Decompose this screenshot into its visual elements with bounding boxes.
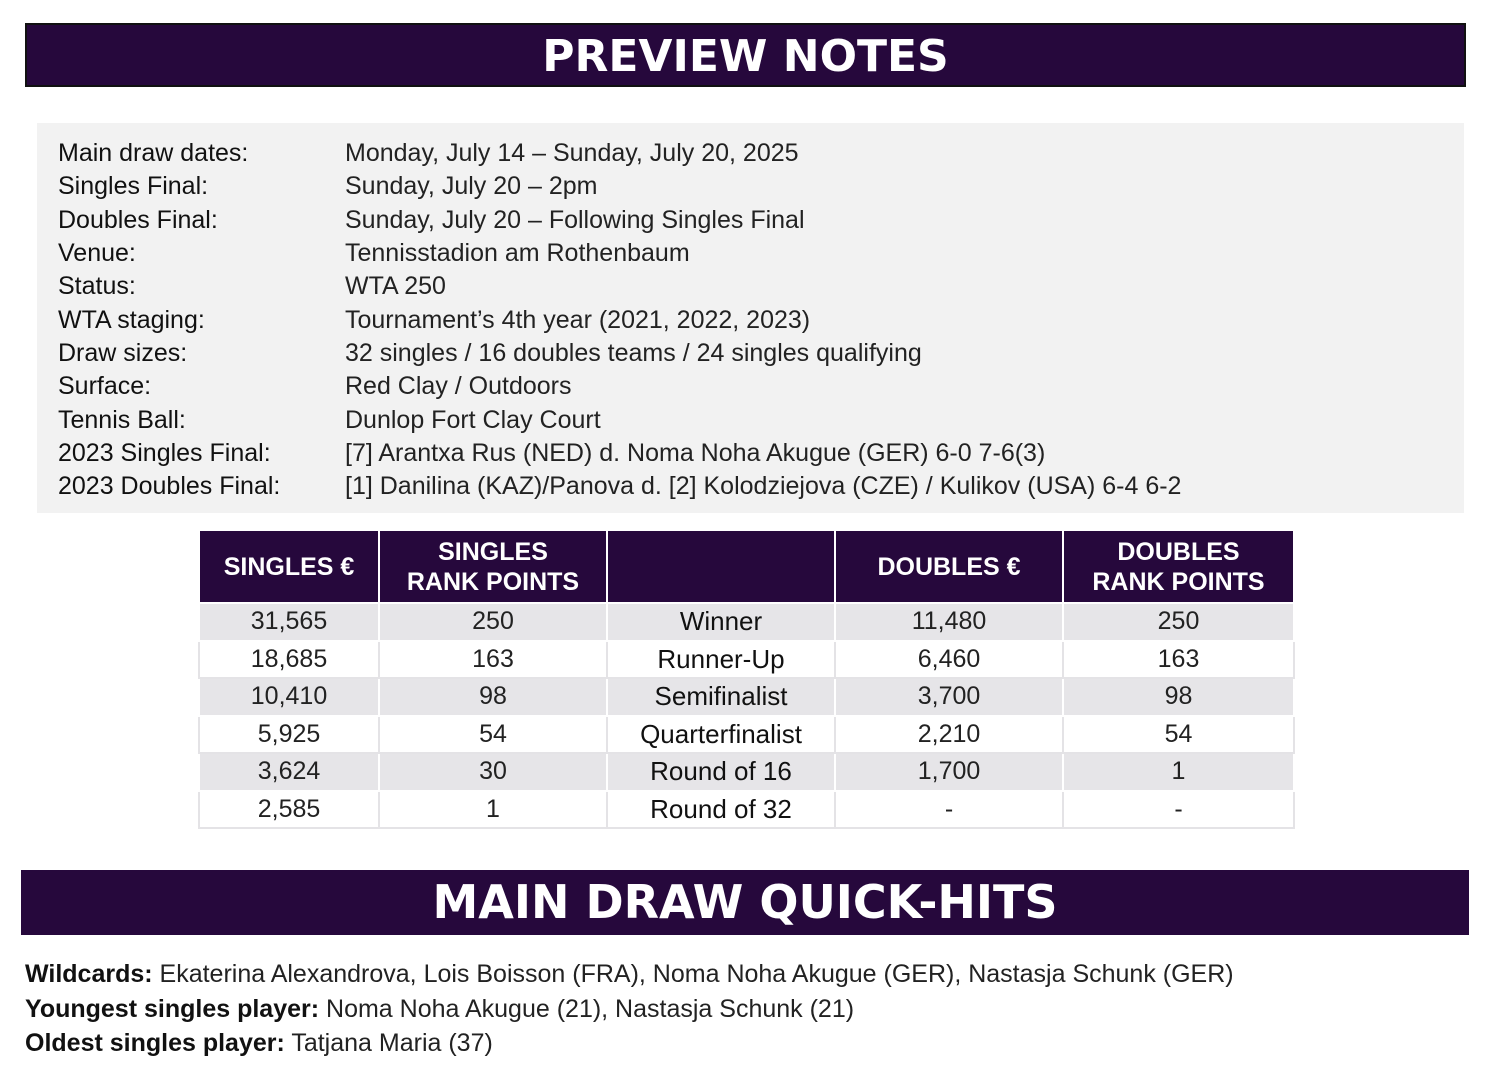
header-doubles-points	[1063, 530, 1294, 603]
info-label: Tennis Ball:	[58, 405, 186, 434]
info-row-venue	[37, 237, 1464, 270]
quickhit-value: Tatjana Maria (37)	[284, 1029, 493, 1057]
info-row-wta-staging	[37, 303, 1464, 336]
singles-points-cell: 250	[379, 603, 607, 641]
quickhit-label: Oldest singles player:	[25, 1029, 285, 1057]
info-row-doubles-final	[37, 204, 1464, 237]
info-label: Status:	[58, 272, 136, 301]
info-label: 2023 Singles Final:	[58, 438, 271, 467]
info-label: Draw sizes:	[58, 338, 188, 367]
singles-money-cell: 18,685	[199, 641, 379, 679]
doubles-money-cell: 2,210	[835, 716, 1063, 754]
quickhit-value: Noma Noha Akugue (21), Nastasja Schunk (21)	[319, 995, 855, 1023]
info-value: 32 singles / 16 doubles teams / 24 singles qualifying	[345, 338, 922, 367]
info-label: Doubles Final:	[58, 205, 218, 234]
round-cell: Round of 32	[607, 791, 835, 829]
singles-money-cell: 3,624	[199, 753, 379, 791]
doubles-points-cell: 98	[1063, 678, 1294, 716]
table-header-row	[199, 530, 1294, 603]
info-row-surface	[37, 370, 1464, 403]
header-round	[607, 530, 835, 603]
header-line: DOUBLES	[1117, 537, 1240, 566]
round-cell: Runner-Up	[607, 641, 835, 679]
table-row	[199, 603, 1294, 641]
info-row-singles-final	[37, 170, 1464, 203]
info-label: Main draw dates:	[58, 139, 249, 168]
quickhit-oldest	[25, 1029, 493, 1058]
header-singles-money: SINGLES €	[199, 530, 379, 603]
info-row-2023-singles-final	[37, 437, 1464, 470]
singles-points-cell: 54	[379, 716, 607, 754]
info-label: WTA staging:	[58, 305, 205, 334]
doubles-money-cell: 3,700	[835, 678, 1063, 716]
quickhit-label: Youngest singles player:	[25, 995, 320, 1023]
tournament-info-panel	[37, 123, 1464, 513]
quickhit-label: Wildcards:	[25, 960, 153, 988]
doubles-points-cell: -	[1063, 791, 1294, 829]
quick-hits-banner: MAIN DRAW QUICK-HITS	[21, 870, 1469, 935]
doubles-money-cell: 1,700	[835, 753, 1063, 791]
singles-money-cell: 2,585	[199, 791, 379, 829]
quickhit-youngest	[25, 995, 854, 1024]
singles-points-cell: 163	[379, 641, 607, 679]
info-value: Sunday, July 20 – Following Singles Final	[345, 205, 805, 234]
info-value: [1] Danilina (KAZ)/Panova d. [2] Kolodziejova (CZE) / Kulikov (USA) 6-4 6-2	[345, 472, 1182, 501]
round-cell: Round of 16	[607, 753, 835, 791]
quickhit-wildcards	[25, 960, 1234, 989]
info-row-status	[37, 270, 1464, 303]
info-value: Tournament’s 4th year (2021, 2022, 2023)	[345, 305, 811, 334]
header-singles-points	[379, 530, 607, 603]
table-row	[199, 678, 1294, 716]
doubles-points-cell: 1	[1063, 753, 1294, 791]
round-cell: Winner	[607, 603, 835, 641]
info-label: Singles Final:	[58, 172, 209, 201]
table-row	[199, 753, 1294, 791]
table-row	[199, 716, 1294, 754]
info-value: Dunlop Fort Clay Court	[345, 405, 601, 434]
singles-points-cell: 30	[379, 753, 607, 791]
table-row	[199, 641, 1294, 679]
info-value: Red Clay / Outdoors	[345, 372, 572, 401]
info-label: Venue:	[58, 239, 136, 268]
singles-money-cell: 5,925	[199, 716, 379, 754]
info-label: 2023 Doubles Final:	[58, 472, 281, 501]
singles-points-cell: 98	[379, 678, 607, 716]
preview-notes-banner: PREVIEW NOTES	[25, 23, 1466, 87]
table-row	[199, 791, 1294, 829]
info-row-tennis-ball	[37, 403, 1464, 436]
quickhit-value: Ekaterina Alexandrova, Lois Boisson (FRA), Noma Noha Akugue (GER), Nastasja Schunk (GER)	[152, 960, 1234, 988]
info-row-draw-sizes	[37, 337, 1464, 370]
header-line: RANK POINTS	[1092, 567, 1265, 596]
doubles-points-cell: 250	[1063, 603, 1294, 641]
info-value: Monday, July 14 – Sunday, July 20, 2025	[345, 139, 799, 168]
round-cell: Quarterfinalist	[607, 716, 835, 754]
prize-money-table	[198, 529, 1295, 829]
info-value: Sunday, July 20 – 2pm	[345, 172, 598, 201]
info-row-2023-doubles-final	[37, 470, 1464, 503]
header-doubles-money: DOUBLES €	[835, 530, 1063, 603]
singles-money-cell: 10,410	[199, 678, 379, 716]
doubles-money-cell: -	[835, 791, 1063, 829]
doubles-money-cell: 6,460	[835, 641, 1063, 679]
doubles-points-cell: 54	[1063, 716, 1294, 754]
info-value: WTA 250	[345, 272, 446, 301]
doubles-points-cell: 163	[1063, 641, 1294, 679]
doubles-money-cell: 11,480	[835, 603, 1063, 641]
round-cell: Semifinalist	[607, 678, 835, 716]
singles-points-cell: 1	[379, 791, 607, 829]
info-value: Tennisstadion am Rothenbaum	[345, 239, 690, 268]
info-row-main-draw-dates	[37, 137, 1464, 170]
header-line: SINGLES	[438, 537, 548, 566]
info-value: [7] Arantxa Rus (NED) d. Noma Noha Akugue (GER) 6-0 7-6(3)	[345, 438, 1046, 467]
info-label: Surface:	[58, 372, 152, 401]
singles-money-cell: 31,565	[199, 603, 379, 641]
header-line: RANK POINTS	[406, 567, 580, 596]
